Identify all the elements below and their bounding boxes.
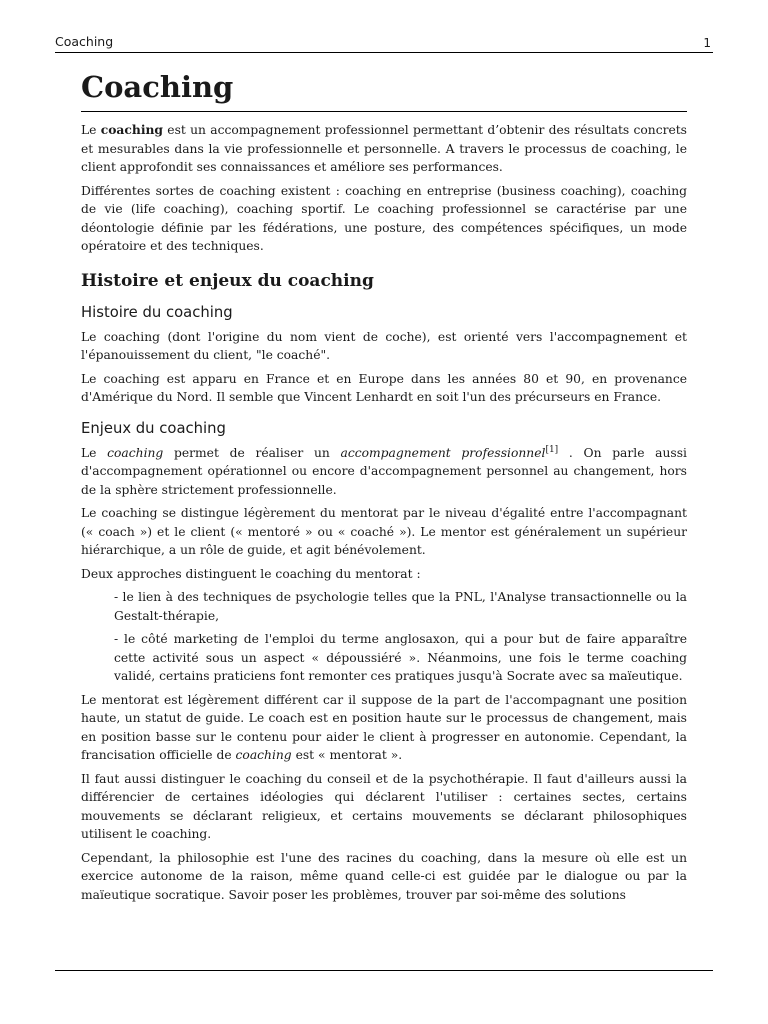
list-item: - le côté marketing de l'emploi du terme anglosaxon, qui a pour but de faire apparaître cette activité sous un aspect « dépoussiéré ». Néanmoins, une fois le terme coaching validé, certains praticiens font remonter ces pratiques jusqu'à Socrate avec sa maïeutique.	[114, 632, 687, 683]
subsection-heading-histoire: Histoire du coaching	[81, 303, 233, 321]
bold-term: coaching	[100, 122, 164, 137]
enjeux-paragraph-4: Le mentorat est légèrement différent car il suppose de la part de l'accompagnant une position haute, un statut de guide. Le coach est en position haute sur le processus de changement, mais en position basse sur le contenu pour aider le client à progresser en autonomie. Cependant, la francisation officielle de coaching est « mentorat ».	[81, 692, 687, 762]
enjeux-paragraph-6: Cependant, la philosophie est l'une des racines du coaching, dans la mesure où elle est un exercice autonome de la raison, même quand celle-ci est guidée par le dialogue ou par la maïeutique socratique. Savoir poser les problèmes, trouver par soi-même des solutions	[81, 850, 687, 902]
section-heading-histoire-enjeux: Histoire et enjeux du coaching	[81, 270, 374, 291]
footer-rule	[55, 970, 713, 971]
list-item: - le lien à des techniques de psychologie telles que la PNL, l'Analyse transactionnelle ou la Gestalt-thérapie,	[114, 590, 687, 623]
subsection-heading-enjeux: Enjeux du coaching	[81, 419, 226, 437]
enjeux-paragraph-3: Deux approches distinguent le coaching du mentorat :	[81, 566, 421, 581]
page-number: 1	[703, 36, 711, 50]
enjeux-paragraph-5: Il faut aussi distinguer le coaching du conseil et de la psychothérapie. Il faut d'ailleurs aussi la différencier de certaines idéologies qui déclarent l'utiliser : certaines sectes, certains mouvements se déclarant religieux, et certains mouvements se déclarant philosophiques utilisent le coaching.	[81, 771, 687, 841]
footnote-reference[interactable]: [1]	[545, 444, 559, 455]
article-body	[81, 68, 687, 909]
histoire-paragraph-2: Le coaching est apparu en France et en Europe dans les années 80 et 90, en provenance d'Amérique du Nord. Il semble que Vincent Lenhardt en soit l'un des précurseurs en France.	[81, 371, 687, 404]
enjeux-paragraph-2: Le coaching se distingue légèrement du mentorat par le niveau d'égalité entre l'accompagnant (« coach ») et le client (« mentoré » ou « coaché »). Le mentor est généralement un supérieur hiérarchique, a un rôle de guide, et agit bénévolement.	[81, 506, 687, 557]
running-title: Coaching	[55, 34, 114, 49]
intro-paragraph-1: Le coaching est un accompagnement professionnel permettant d’obtenir des résultats concrets et mesurables dans la vie professionnelle et personnelle. A travers le processus de coaching, le client approfondit ses connaissances et améliore ses performances.	[81, 122, 687, 174]
intro-paragraph-2: Différentes sortes de coaching existent : coaching en entreprise (business coaching), coaching de vie (life coaching), coaching sportif. Le coaching professionnel se caractérise par une déontologie définie par les fédérations, une posture, des compétences spécifiques, un mode opératoire et des techniques.	[81, 183, 687, 253]
histoire-paragraph-1: Le coaching (dont l'origine du nom vient de coche), est orienté vers l'accompagnement et l'épanouissement du client, "le coaché".	[81, 329, 687, 362]
running-header	[55, 34, 713, 53]
enjeux-paragraph-1: Le coaching permet de réaliser un accompagnement professionnel[1] . On parle aussi d'accompagnement opérationnel ou encore d'accompagnement personnel au changement, hors de la sphère strictement professionnelle.	[81, 444, 687, 497]
page-title: Coaching	[81, 68, 687, 112]
